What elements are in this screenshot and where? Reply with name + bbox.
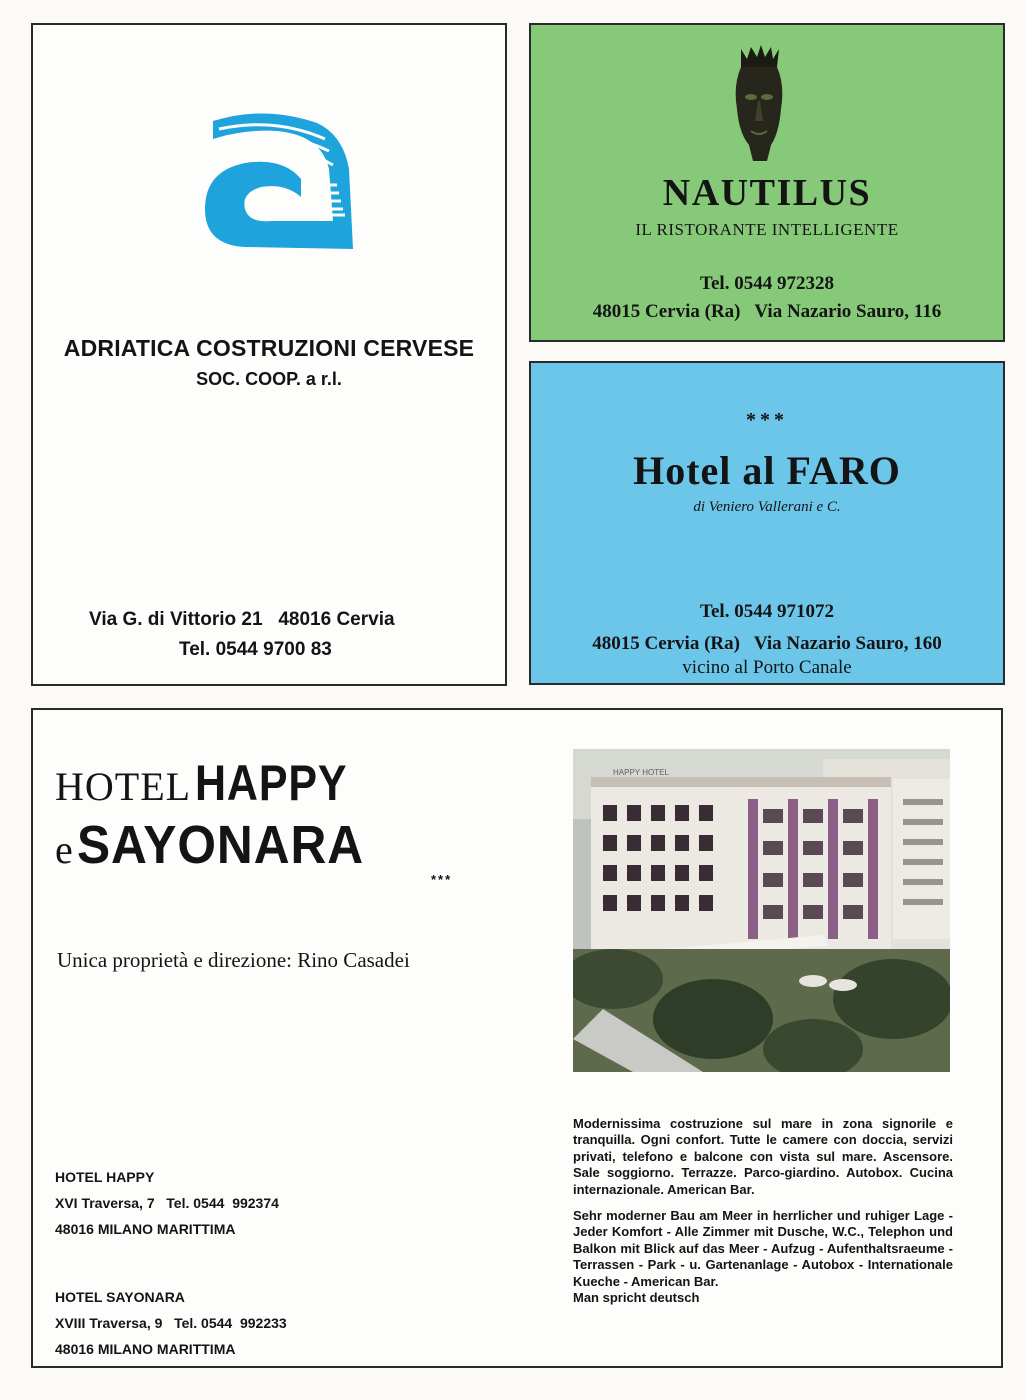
contact-city: 48016 MILANO MARITTIMA	[55, 1341, 236, 1357]
hotel-owner: di Veniero Vallerani e C.	[693, 499, 841, 515]
contact-street: XVIII Traversa, 9 Tel. 0544 992233	[55, 1315, 287, 1331]
restaurant-address: 48015 Cervia (Ra) Via Nazario Sauro, 116	[592, 301, 942, 322]
description-german: Sehr moderner Bau am Meer in herrlicher und ruhiger Lage - Jeder Komfort - Alle Zimmer mit Dusche, W.C., Telephon und Balkon mit Blick auf das Meer - Aufzug - Aufenthaltsraeume - Terrassen - Park - u. Gartenanlage - Autobox - Internationale Kueche - American Bar.	[573, 1208, 953, 1289]
company-address: Via G. di Vittorio 21 48016 Cervia	[89, 609, 395, 630]
description-italian: Modernissima costruzione sul mare in zona signorile e tranquilla. Ogni confort. Tutte le camere con doccia, servizi privati, telefono e balcone con vista sul mare. Ascensore. Sale soggiorno. Terrazze. Parco-giardino. Autobox. Cucina internazionale. American Bar.	[573, 1116, 953, 1197]
contact-name: HOTEL SAYONARA	[55, 1289, 185, 1305]
restaurant-name: NAUTILUS	[662, 172, 872, 214]
hotel-stars: ***	[431, 872, 453, 887]
title-e: e	[55, 827, 73, 872]
hotel-photo	[573, 749, 950, 1072]
wave-logo-icon	[205, 109, 353, 249]
hotel-stars: ***	[746, 409, 788, 431]
hotel-phone: Tel. 0544 971072	[700, 601, 834, 622]
title-happy: HAPPY	[195, 755, 348, 811]
title-sayonara: SAYONARA	[76, 815, 364, 875]
company-phone: Tel. 0544 9700 83	[179, 639, 332, 660]
restaurant-tagline: IL RISTORANTE INTELLIGENTE	[635, 220, 899, 239]
contact-street: XVI Traversa, 7 Tel. 0544 992374	[55, 1195, 279, 1211]
hotel-address-note: vicino al Porto Canale	[682, 657, 852, 678]
contact-name: HOTEL HAPPY	[55, 1169, 155, 1185]
description-german-note: Man spricht deutsch	[573, 1290, 700, 1306]
company-legal-form: SOC. COOP. a r.l.	[196, 369, 342, 389]
hotel-owner: Unica proprietà e direzione: Rino Casadei	[57, 948, 410, 972]
contact-city: 48016 MILANO MARITTIMA	[55, 1221, 236, 1237]
hotel-address: 48015 Cervia (Ra) Via Nazario Sauro, 160	[592, 633, 942, 654]
adriatica-ad	[31, 23, 507, 686]
hotel-faro-ad	[529, 361, 1005, 685]
photo-sign: HAPPY HOTEL	[613, 768, 669, 777]
hotel-description	[573, 1116, 953, 1316]
title-hotel: HOTEL	[55, 764, 192, 809]
hotel-name: Hotel al FARO	[633, 448, 901, 493]
hotel-happy-sayonara-ad	[31, 708, 1003, 1368]
ad-title-line-2	[55, 814, 389, 876]
company-name: ADRIATICA COSTRUZIONI CERVESE	[63, 335, 475, 361]
ad-title-line-1	[55, 754, 372, 812]
contact-happy	[55, 1164, 279, 1242]
nautilus-ad	[529, 23, 1005, 342]
restaurant-phone: Tel. 0544 972328	[700, 273, 834, 294]
tribal-mask-icon	[731, 45, 787, 163]
contact-sayonara	[55, 1284, 287, 1362]
